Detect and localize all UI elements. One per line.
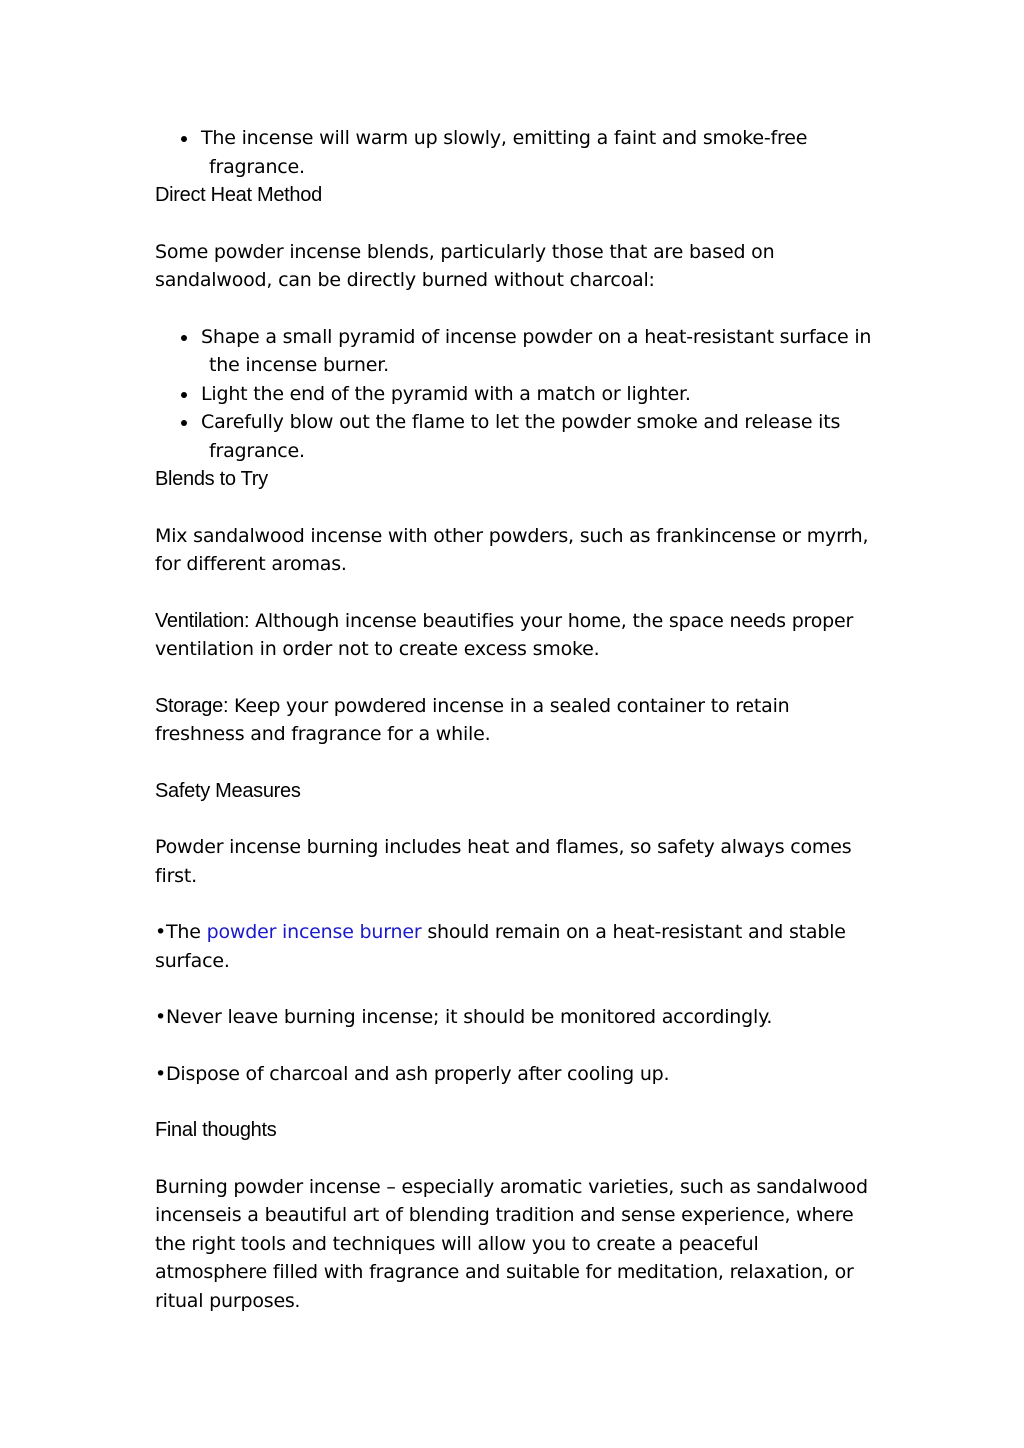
bullet-icon (181, 392, 187, 398)
safety-item-prefix: •The (155, 921, 207, 943)
safety-item-dispose: •Dispose of charcoal and ash properly after cooling up. (155, 1062, 670, 1085)
final-heading: Final thoughts (155, 1119, 277, 1141)
list-item-text: Light the end of the pyramid with a match or lighter. (201, 382, 691, 405)
list-item (155, 408, 875, 465)
safety-item-burner (155, 918, 875, 975)
ventilation-label: Ventilation: (155, 609, 250, 632)
safety-heading: Safety Measures (155, 779, 301, 802)
list-item-text: Shape a small pyramid of incense powder on a heat-resistant surface in the incense burner. (201, 325, 872, 376)
document-page (155, 124, 875, 1315)
storage-paragraph (155, 692, 875, 749)
warming-bullets (155, 124, 875, 181)
safety-item-suffix: should remain on a heat-resistant and stable surface. (155, 921, 846, 972)
direct-heat-heading: Direct Heat Method (155, 184, 322, 206)
final-text (155, 1173, 875, 1316)
list-item (155, 323, 875, 380)
list-item-text: Carefully blow out the flame to let the powder smoke and release its fragrance. (201, 411, 841, 462)
powder-incense-burner-link[interactable]: powder incense burner (206, 921, 422, 943)
bullet-icon (181, 420, 187, 426)
bullet-icon (181, 335, 187, 341)
blends-text: Mix sandalwood incense with other powders, such as frankincense or myrrh, for different aromas. (155, 524, 869, 575)
ventilation-paragraph (155, 607, 875, 664)
safety-item-monitor: •Never leave burning incense; it should be monitored accordingly. (155, 1006, 773, 1028)
direct-heat-intro: Some powder incense blends, particularly those that are based on sandalwood, can be directly burned without charcoal: (155, 240, 775, 291)
ventilation-text: Although incense beautifies your home, the space needs proper ventilation in order not to create excess smoke. (155, 609, 854, 660)
list-item (155, 124, 875, 181)
list-item (155, 380, 875, 409)
final-text-end: . (294, 1289, 300, 1312)
list-item-text: The incense will warm up slowly, emitting a faint and smoke-free fragrance. (201, 127, 808, 178)
bullet-icon (181, 136, 187, 142)
safety-intro: Powder incense burning includes heat and flames, so safety always comes first. (155, 836, 852, 887)
final-text-body: Burning powder incense – especially aromatic varieties, such as sandalwood incenseis a beautiful art of blending tradition and sense experience, where the right tools and techniques will allow you to create a peaceful atmosphere filled with fragrance and suitable for meditation, relaxation, or ritual purposes (155, 1175, 868, 1312)
direct-heat-steps (155, 323, 875, 466)
blends-heading: Blends to Try (155, 468, 268, 490)
storage-text: Keep your powdered incense in a sealed container to retain freshness and fragrance for a while. (155, 694, 790, 745)
storage-label: Storage: (155, 694, 229, 717)
